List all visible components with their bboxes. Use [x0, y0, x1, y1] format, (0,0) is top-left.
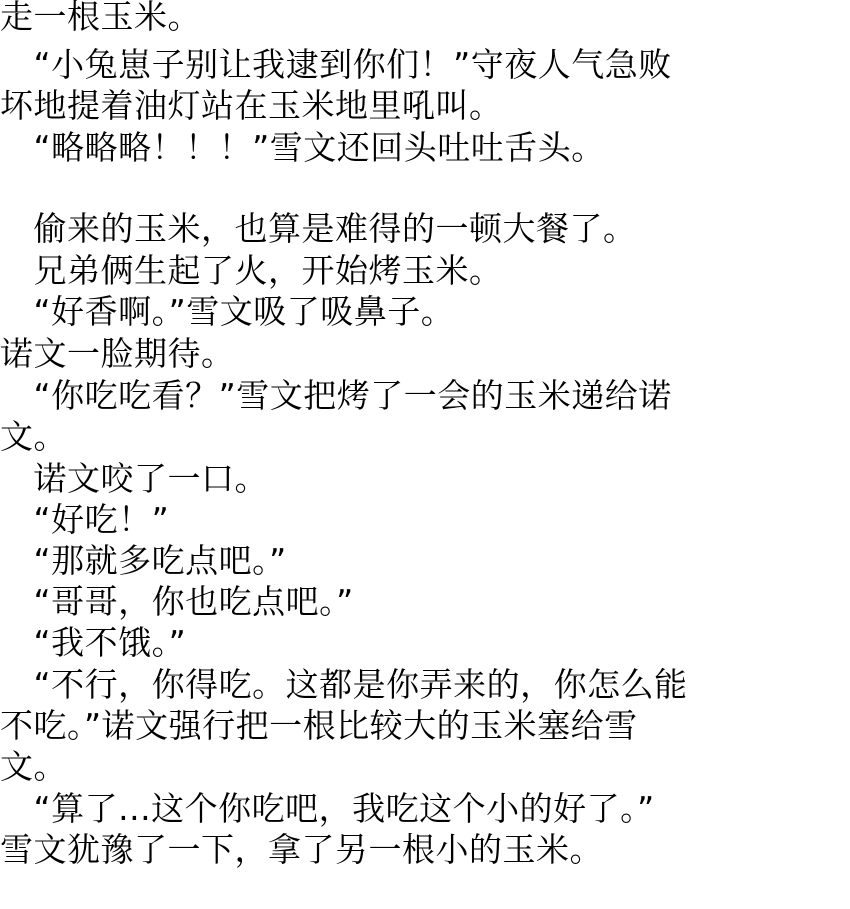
text-line: 文。	[0, 747, 67, 786]
text-line: “不行，你得吃。这都是你弄来的，你怎么能	[0, 665, 688, 704]
text-line: 坏地提着油灯站在玉米地里吼叫。	[0, 86, 503, 125]
text-line: 不吃。”诺文强行把一根比较大的玉米塞给雪	[0, 706, 638, 745]
text-line: “好香啊。”雪文吸了吸鼻子。	[0, 292, 455, 331]
text-line: 雪文犹豫了一下，拿了另一根小的玉米。	[0, 830, 603, 869]
text-line: “小兔崽子别让我逮到你们！”守夜人气急败	[0, 45, 672, 84]
text-line: “略略略！！！”雪文还回头吐吐舌头。	[0, 128, 605, 167]
text-line: “我不饿。”	[0, 623, 187, 662]
text-line: 兄弟俩生起了火，开始烤玉米。	[0, 251, 503, 290]
text-line: 诺文一脸期待。	[0, 334, 235, 373]
text-line: “算了...这个你吃吧，我吃这个小的好了。”	[0, 789, 655, 828]
text-line: 偷来的玉米，也算是难得的一顿大餐了。	[0, 209, 637, 248]
text-line: “你吃吃看？”雪文把烤了一会的玉米递给诺	[0, 376, 672, 415]
text-line: 文。	[0, 417, 67, 456]
text-line: 诺文咬了一口。	[0, 459, 268, 498]
text-line: “那就多吃点吧。”	[0, 541, 287, 580]
text-line: 走一根玉米。	[0, 0, 201, 36]
text-line: “好吃！”	[0, 500, 170, 539]
text-line: “哥哥，你也吃点吧。”	[0, 582, 354, 621]
